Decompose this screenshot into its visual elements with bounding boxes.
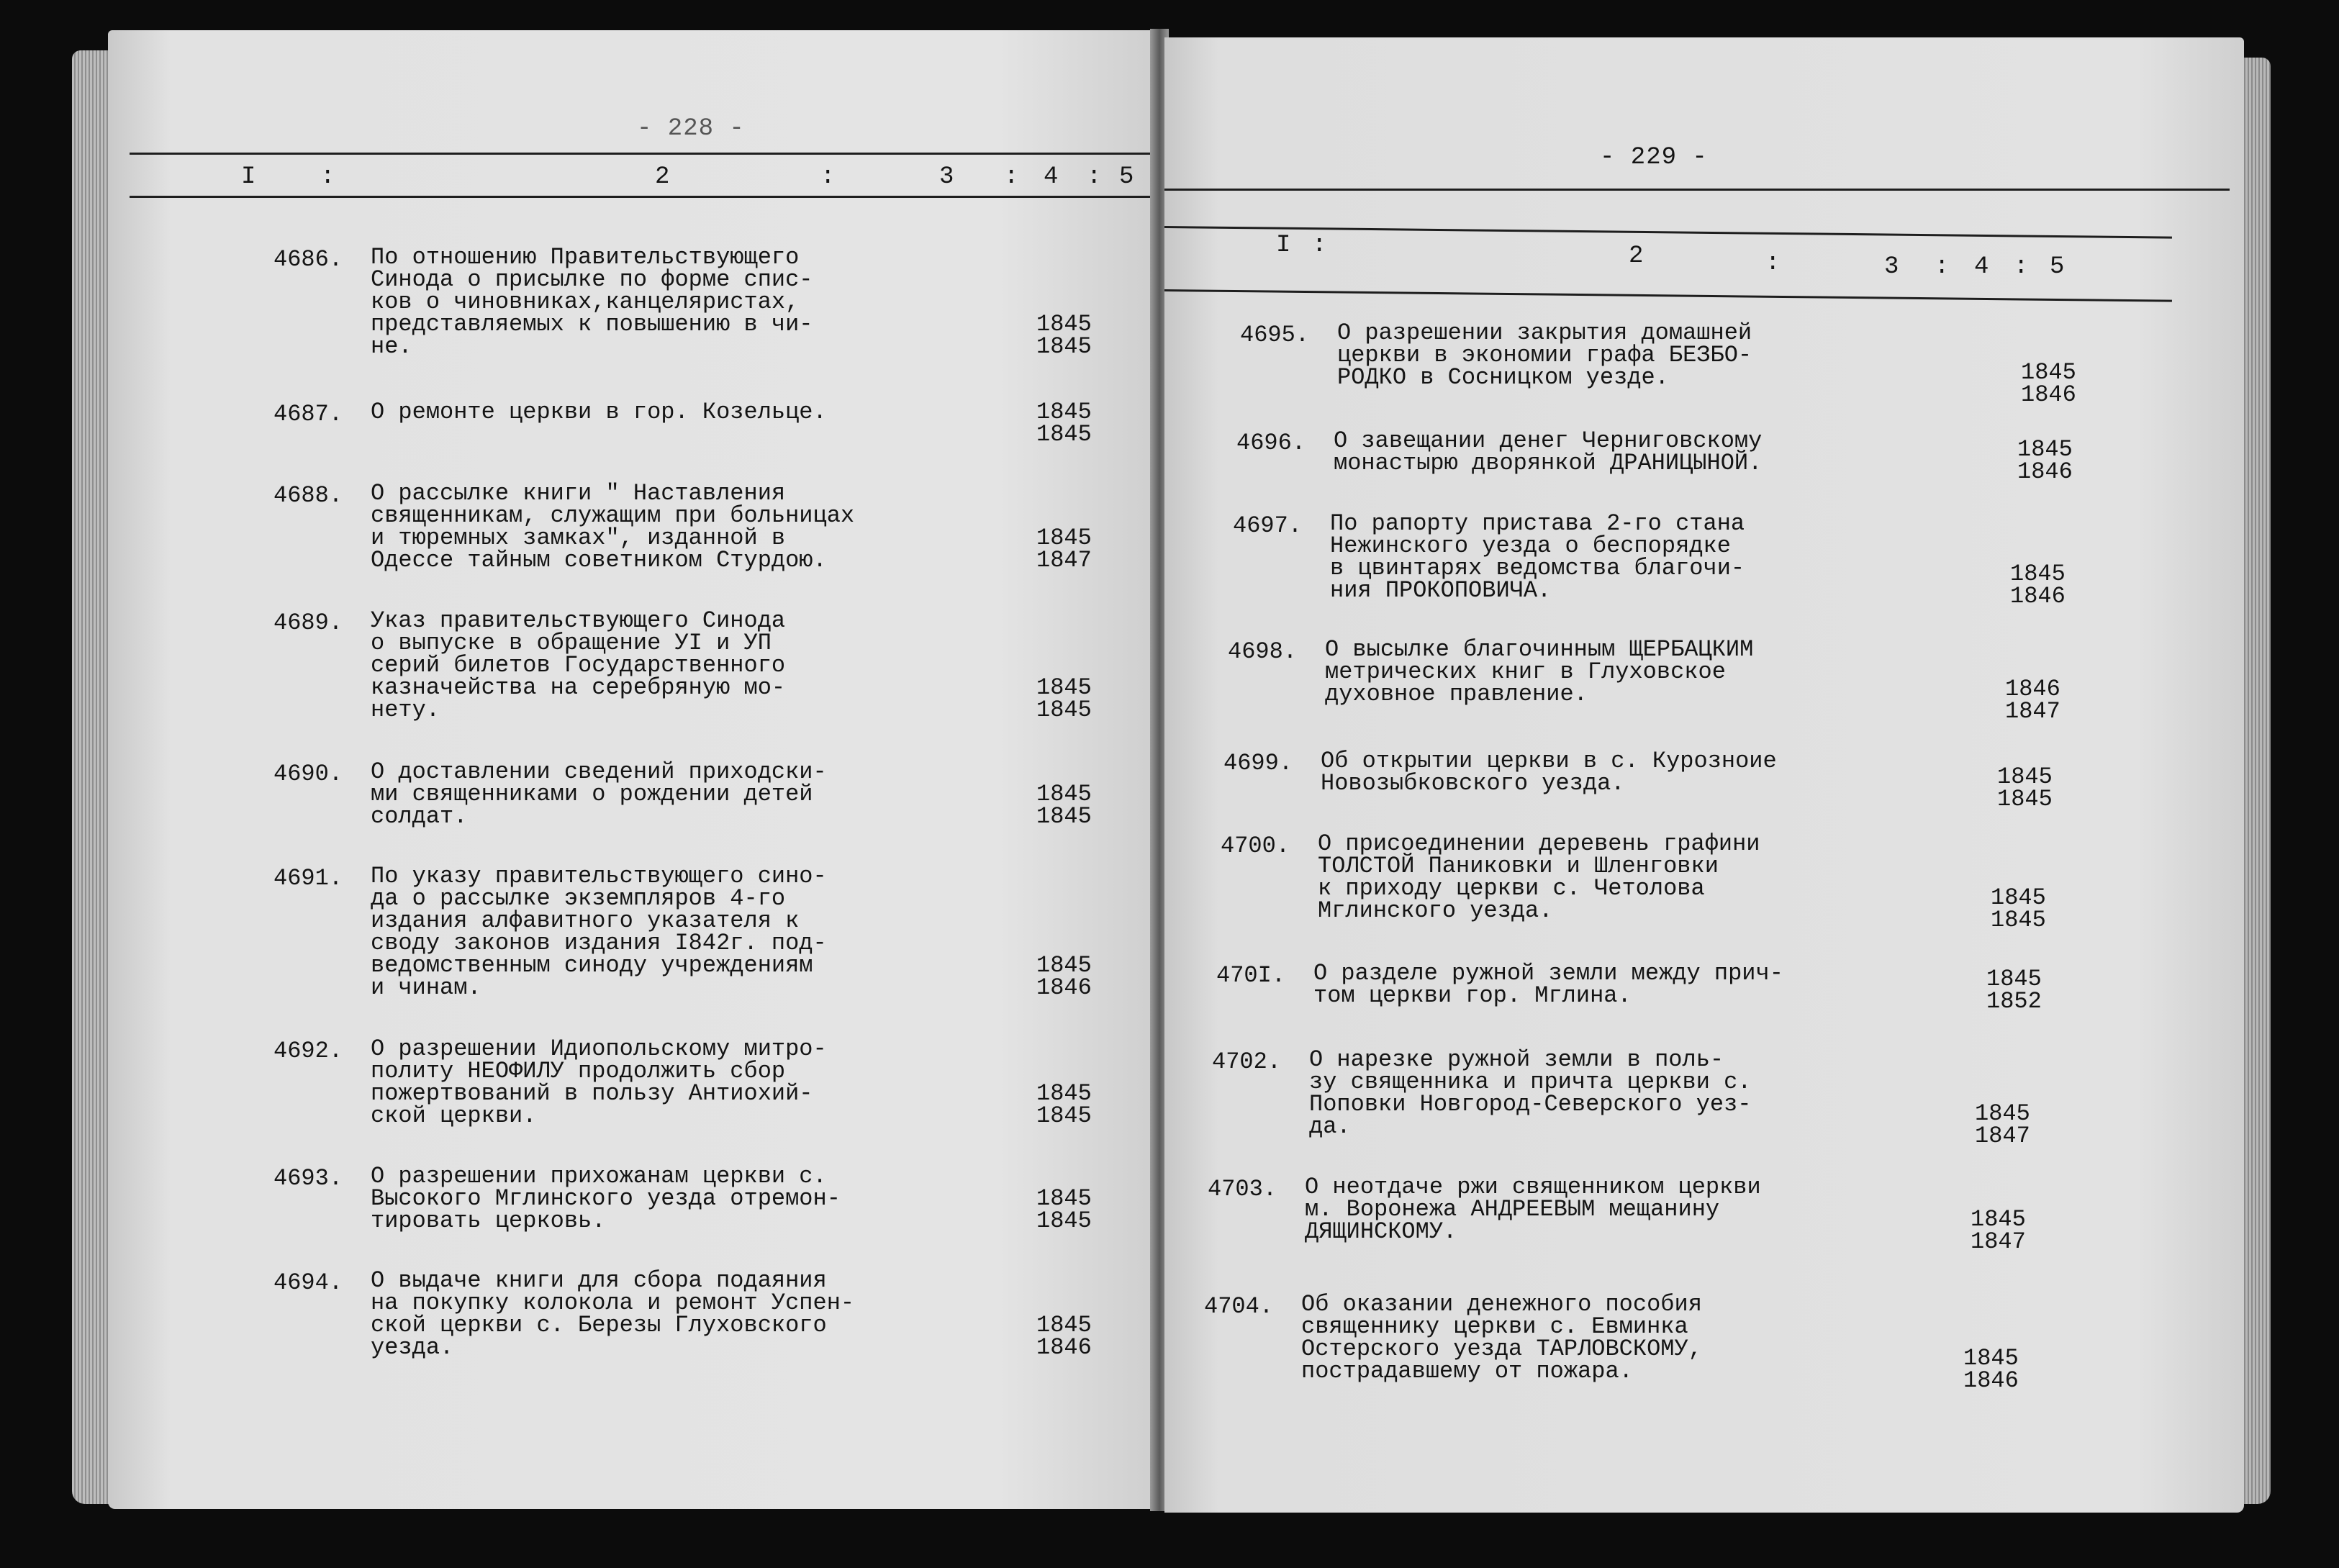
description-line: ков о чиновниках,канцеляристах, [371,289,800,315]
description-line: О завещании денег Черниговскому [1334,427,1763,454]
end-year: 1846 [2017,458,2073,485]
entry-years [1036,313,1092,358]
description-line: О высылке благочинным ЩЕРБАЦКИМ [1325,636,1754,663]
description-line: Нежинского уезда о беспорядке [1330,533,1731,559]
end-year: 1845 [1997,786,2053,812]
entry-years [1036,1314,1092,1359]
description-line: церкви в экономии графа БЕЗБО- [1337,342,1752,368]
description-line: О рассылке книги " Наставления [371,480,786,507]
description-line: О присоединении деревень графини [1318,830,1760,857]
description-line: По рапорту пристава 2-го стана [1330,510,1745,537]
entry-description [1321,748,1781,797]
description-line: политу НЕОФИЛУ продолжить сбор [371,1058,786,1084]
description-line: РОДКО в Сосницком уезде. [1337,364,1669,391]
entry-description [371,758,831,830]
entry-description [1334,427,1794,476]
description-line: серий билетов Государственного [371,652,786,679]
right-page-number: - 229 - [1600,144,1708,171]
description-line: солдат. [371,803,468,830]
entry-years [1997,763,2053,812]
col-sep-4: : [2014,253,2029,281]
entry-number: 4703. [1208,1176,1277,1202]
description-line: О нарезке ружной земли в поль- [1309,1046,1724,1073]
description-line: ми священниками о рождении детей [371,781,813,807]
end-year: 1852 [1986,988,2042,1015]
col-sep-3: : [1004,163,1019,191]
description-line: том церкви гор. Мглина. [1313,982,1632,1009]
start-year: 1845 [1036,1185,1092,1212]
description-line: м. Воронежа АНДРЕЕВЫМ мещанину [1305,1196,1720,1223]
description-line: не. [371,333,412,360]
col-head-3: 3 [939,163,954,191]
entry-description [371,865,831,999]
header-rule-bottom [130,196,1152,198]
entry-number: 4690. [273,761,343,787]
col-sep-4: : [1087,163,1102,191]
entry-years [1036,783,1092,828]
description-line: духовное правление. [1325,681,1588,707]
description-line: Новозыбковского уезда. [1321,770,1625,797]
description-line: представляемых к повышению в чи- [371,311,813,337]
description-line: казначейства на серебряную мо- [371,674,786,701]
entry-description [1337,322,1798,389]
end-year: 1845 [1036,697,1092,723]
description-line: метрических книг в Глуховское [1325,658,1726,685]
description-line: Остерского уезда ТАРЛОВСКОМУ, [1301,1336,1702,1362]
entry-number: 4691. [273,865,343,892]
description-line: ния ПРОКОПОВИЧА. [1330,577,1552,604]
end-year: 1845 [1036,421,1092,448]
entry-number: 4704. [1204,1293,1274,1320]
start-year: 1845 [1971,1206,2026,1233]
entry-description [371,401,831,423]
entry-years [1036,525,1092,574]
entry-number: 4686. [273,246,343,273]
description-line: да о рассылке экземпляров 4-го [371,885,786,912]
end-year: 1846 [2021,381,2076,408]
col-sep-2: : [820,163,836,191]
description-line: священникам, служащим при больницах [371,502,855,529]
description-line: к приходу церкви с. Четолова [1318,875,1705,902]
start-year: 1845 [1036,311,1092,337]
start-year: 1845 [1036,525,1092,551]
entry-description [1313,960,1783,1009]
description-line: пострадавшему от пожара. [1301,1358,1633,1385]
description-line: и тюремных замках", изданной в [371,525,786,551]
entry-number: 4697. [1233,512,1303,539]
description-line: О неотдаче ржи священником церкви [1305,1174,1761,1200]
entry-description [371,480,855,574]
col-head-4: 4 [1974,253,1989,281]
col-head-2: 2 [655,163,670,191]
entry-description [371,246,831,358]
start-year: 1845 [1036,674,1092,701]
entry-years [2017,438,2073,483]
start-year: 1845 [2017,436,2073,463]
entry-description [371,609,831,721]
description-line: да. [1309,1113,1351,1140]
col-sep-2: : [1765,250,1781,277]
entry-number: 4687. [273,401,343,427]
entry-description [1309,1048,1770,1138]
description-line: ТОЛСТОЙ Паниковки и Шленговки [1318,853,1719,879]
description-line: О разрешении Идиопольскому митро- [371,1035,827,1062]
col-head-5: 5 [2050,253,2065,281]
start-year: 1845 [1986,966,2042,992]
end-year: 1845 [1036,803,1092,830]
entry-years [2021,361,2076,406]
entry-number: 4689. [273,609,343,636]
start-year: 1845 [1036,1312,1092,1338]
end-year: 1845 [1991,907,2046,933]
entry-years [1036,954,1092,999]
start-year: 1845 [1963,1345,2019,1372]
description-line: ской церкви. [371,1102,537,1129]
start-year: 1845 [2021,359,2076,386]
header-rule-top [130,153,1152,155]
entry-years [2005,676,2060,725]
entry-years [1971,1208,2026,1253]
description-line: О разделе ружной земли между прич- [1313,960,1783,987]
entry-years [1986,966,2042,1015]
entry-description [371,1035,831,1129]
col-sep-1: : [320,163,335,191]
col-head-2: 2 [1629,243,1644,270]
col-sep-1: : [1312,232,1327,259]
description-line: ДЯЩИНСКОМУ. [1305,1218,1457,1245]
col-head-1: I [1276,232,1291,259]
header-rule-bottom [1164,289,2172,302]
start-year: 1845 [1975,1100,2030,1127]
entry-years [1036,1187,1092,1232]
end-year: 1847 [1036,547,1092,574]
description-line: тировать церковь. [371,1207,606,1234]
entry-number: 4695. [1240,322,1310,348]
end-year: 1847 [1975,1123,2030,1149]
entry-years [1036,1082,1092,1127]
entry-years [1963,1347,2019,1392]
description-line: О ремонте церкви в гор. Козельце. [371,399,827,425]
entry-number: 4694. [273,1269,343,1296]
entry-description [371,1267,855,1361]
left-page [108,30,1155,1509]
description-line: Указ правительствующего Синода [371,607,786,634]
description-line: пожертвований в пользу Антиохий- [371,1080,813,1107]
entry-years [2010,563,2066,607]
entry-description [1325,638,1786,705]
description-line: уезда. [371,1334,454,1361]
col-sep-3: : [1935,253,1950,281]
left-page-number: - 228 - [637,115,745,142]
entry-description [371,1163,841,1234]
entry-number: 4702. [1212,1048,1282,1075]
description-line: на покупку колокола и ремонт Успен- [371,1290,855,1316]
right-page [1164,37,2244,1513]
entry-years [1975,1102,2030,1147]
description-line: издания алфавитного указателя к [371,907,800,934]
start-year: 1846 [2005,676,2060,702]
entry-description [1305,1176,1765,1243]
entry-number: 4700. [1221,833,1290,859]
description-line: своду законов издания I842г. под- [371,930,827,956]
entry-number: 4692. [273,1038,343,1064]
description-line: ведомственным синоду учреждениям [371,952,813,979]
entry-description [1318,830,1778,924]
entry-description [1301,1291,1762,1385]
col-head-3: 3 [1884,253,1899,281]
entry-description [1330,512,1791,602]
entry-number: 4696. [1236,430,1306,456]
entry-years [1036,676,1092,721]
description-line: Об открытии церкви в с. Курозноие [1321,748,1777,774]
entry-number: 4699. [1223,750,1293,776]
start-year: 1845 [1036,781,1092,807]
end-year: 1847 [2005,698,2060,725]
description-line: о выпуске в обращение УI и УП [371,630,772,656]
description-line: зу священника и причта церкви с. [1309,1069,1752,1095]
end-year: 1846 [1036,974,1092,1001]
description-line: священнику церкви с. Евминка [1301,1313,1688,1340]
end-year: 1845 [1036,1102,1092,1129]
header-rule-top [1164,189,2230,191]
description-line: О доставлении сведений приходски- [371,758,827,785]
end-year: 1846 [1036,1334,1092,1361]
description-line: нету. [371,697,440,723]
description-line: О разрешении прихожанам церкви с. [371,1163,827,1189]
entry-number: 4693. [273,1165,343,1192]
end-year: 1847 [1971,1228,2026,1255]
start-year: 1845 [1036,399,1092,425]
description-line: Высокого Мглинского уезда отремон- [371,1185,841,1212]
start-year: 1845 [1997,763,2053,790]
col-head-1: I [241,163,256,191]
end-year: 1846 [1963,1367,2019,1394]
entry-years [1991,884,2046,933]
end-year: 1846 [2010,583,2066,609]
entry-years [1036,399,1092,448]
description-line: По отношению Правительствующего [371,244,800,271]
end-year: 1845 [1036,1207,1092,1234]
description-line: Синода о присылке по форме спис- [371,266,813,293]
start-year: 1845 [1036,952,1092,979]
entry-number: 4698. [1228,638,1298,665]
entry-number: 4688. [273,482,343,509]
description-line: монастырю дворянкой ДРАНИЦЫНОЙ. [1334,450,1763,476]
description-line: Поповки Новгород-Северского уез- [1309,1091,1752,1118]
col-head-4: 4 [1044,163,1059,191]
start-year: 1845 [2010,561,2066,587]
description-line: Мглинского уезда. [1318,897,1553,924]
start-year: 1845 [1991,884,2046,911]
end-year: 1845 [1036,333,1092,360]
description-line: ской церкви с. Березы Глуховского [371,1312,827,1338]
description-line: Об оказании денежного пособия [1301,1291,1702,1318]
description-line: О выдаче книги для сбора подаяния [371,1267,827,1294]
description-line: в цвинтарях ведомства благочи- [1330,555,1745,581]
description-line: О разрешении закрытия домашней [1337,320,1752,346]
description-line: Одессе тайным советником Стурдою. [371,547,827,574]
description-line: и чинам. [371,974,481,1001]
start-year: 1845 [1036,1080,1092,1107]
description-line: По указу правительствующего сино- [371,863,827,889]
entry-number: 470I. [1216,962,1286,989]
col-head-5: 5 [1119,163,1134,191]
